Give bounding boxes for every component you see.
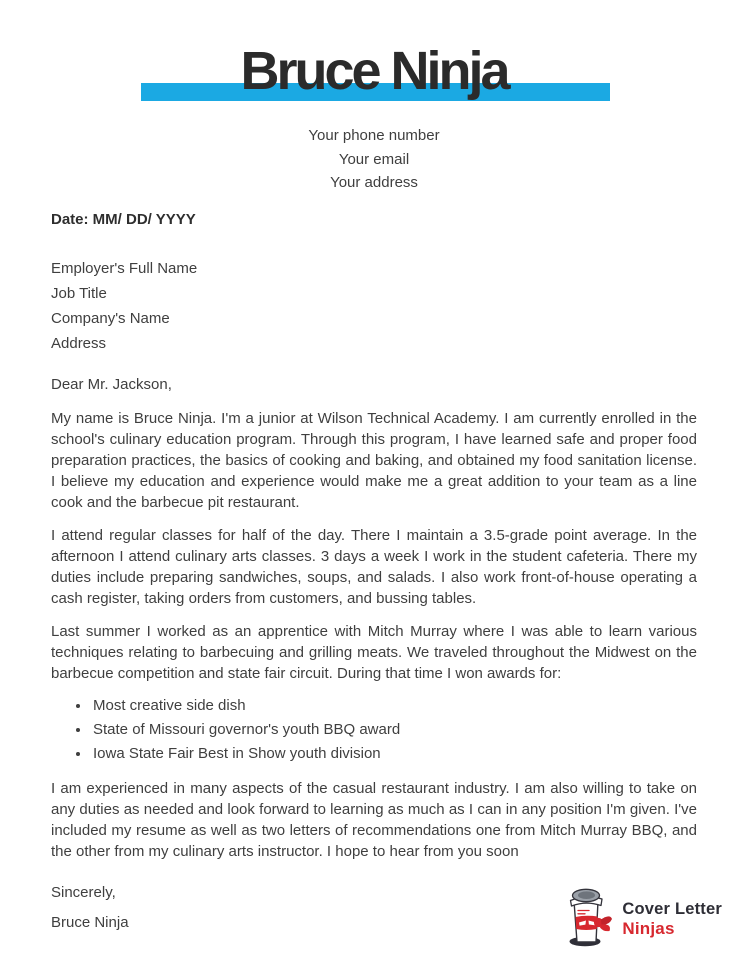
paragraph-closing: I am experienced in many aspects of the casual restaurant industry. I am also willing to take on any duties as needed and look forward to learning as much as I can in any position I'm given. I've included my resume as well as two letters of recommendations one from Mitch Murray BBQ, and the other from my culinary arts instructor. I hope to hear from you soon bbox=[51, 780, 697, 860]
scroll-ninja-mascot-icon bbox=[559, 886, 613, 953]
contact-address: Your address bbox=[330, 174, 418, 191]
logo-text-ninjas: Ninjas bbox=[622, 919, 675, 938]
signoff-closing: Sincerely, bbox=[51, 884, 116, 901]
contact-email: Your email bbox=[338, 150, 410, 168]
award-item: • State of Missouri governor's youth BBQ award bbox=[91, 718, 697, 742]
logo-wordmark bbox=[622, 900, 722, 939]
recipient-job-title: Job Title bbox=[51, 285, 107, 302]
salutation: Dear Mr. Jackson, bbox=[51, 376, 172, 393]
recipient-company-name: Company's Name bbox=[51, 310, 170, 327]
contact-phone: Your phone number bbox=[308, 127, 440, 144]
award-item: • Iowa State Fair Best in Show youth division bbox=[91, 742, 697, 766]
paragraph-intro: My name is Bruce Ninja. I'm a junior at Wilson Technical Academy. I am currently enrolled in the school's culinary education program. Through this program, I have learned safe and proper food preparation practices, the basics of cooking and baking, and obtained my food sanitation license. I believe my education and experience would make me a great addition to your team as a line cook and the barbecue pit restaurant. bbox=[51, 410, 697, 511]
cover-letter-ninjas-logo bbox=[559, 886, 722, 953]
logo-text-cover-letter: Cover Letter bbox=[622, 900, 722, 918]
recipient-employer-name: Employer's Full Name bbox=[51, 260, 198, 277]
letter-body bbox=[51, 373, 697, 933]
awards-list bbox=[51, 694, 697, 766]
date-line: Date: MM/ DD/ YYYY bbox=[51, 211, 196, 228]
award-item: • Most creative side dish bbox=[91, 694, 697, 718]
paragraph-apprentice: Last summer I worked as an apprentice with Mitch Murray where I was able to learn various techniques relating to barbecuing and grilling meats. We traveled throughout the Midwest on the barbecue competition and state fair circuit. During that time I won awards for: bbox=[51, 623, 697, 682]
recipient-address: Address bbox=[51, 335, 107, 352]
signature-name: Bruce Ninja bbox=[51, 914, 129, 931]
recipient-block bbox=[51, 256, 197, 356]
paragraph-school: I attend regular classes for half of the day. There I maintain a 3.5-grade point average. In the afternoon I attend culinary arts classes. 3 days a week I work in the student cafeteria. There my duties include preparing sandwiches, soups, and salads. I also work front-of-house operating a cash register, taking orders from customers, and bussing tables. bbox=[51, 527, 697, 607]
page-title: Bruce Ninja bbox=[240, 41, 508, 101]
contact-block bbox=[0, 124, 748, 195]
